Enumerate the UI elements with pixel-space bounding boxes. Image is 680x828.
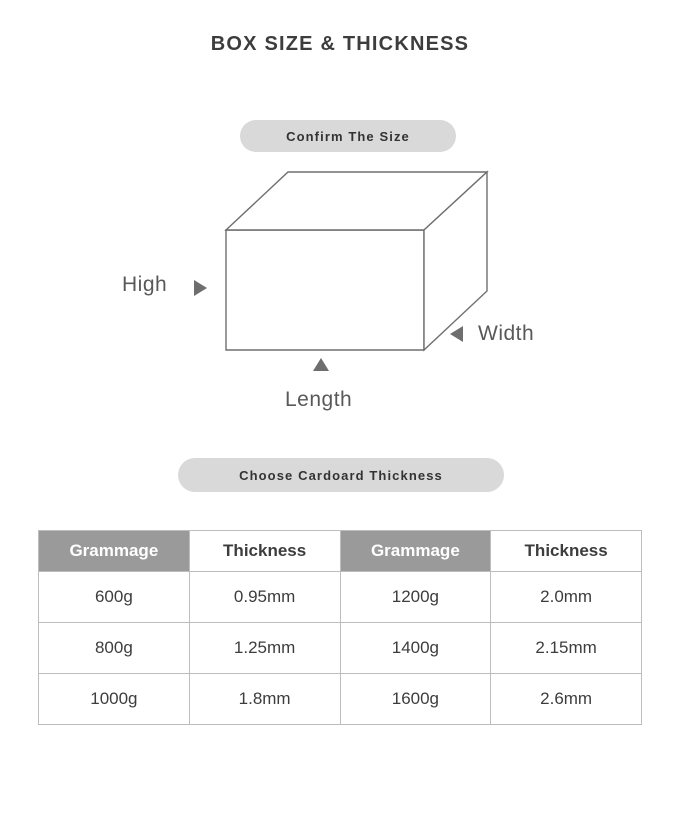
page-title: BOX SIZE & THICKNESS bbox=[210, 33, 470, 55]
triangle-up-icon bbox=[313, 358, 329, 371]
cell-thickness: 2.6mm bbox=[491, 674, 642, 725]
label-width: Width bbox=[478, 322, 535, 345]
cell-thickness: 1.25mm bbox=[189, 623, 340, 674]
cell-grammage: 600g bbox=[39, 572, 190, 623]
label-high: High bbox=[122, 273, 168, 296]
cell-thickness: 0.95mm bbox=[189, 572, 340, 623]
table-header-thickness-2: Thickness bbox=[491, 531, 642, 572]
cell-thickness: 2.0mm bbox=[491, 572, 642, 623]
table-header-thickness-1: Thickness bbox=[189, 531, 340, 572]
cell-grammage: 800g bbox=[39, 623, 190, 674]
triangle-left-icon bbox=[450, 326, 463, 342]
thickness-table-wrapper bbox=[38, 530, 642, 725]
table-header-grammage-2: Grammage bbox=[340, 531, 491, 572]
badge-choose-thickness: Choose Cardoard Thickness bbox=[178, 458, 504, 492]
label-length: Length bbox=[285, 388, 353, 411]
cell-grammage: 1200g bbox=[340, 572, 491, 623]
cell-grammage: 1400g bbox=[340, 623, 491, 674]
cell-grammage: 1000g bbox=[39, 674, 190, 725]
cell-thickness: 2.15mm bbox=[491, 623, 642, 674]
cell-thickness: 1.8mm bbox=[189, 674, 340, 725]
cell-grammage: 1600g bbox=[340, 674, 491, 725]
badge-confirm-size: Confirm The Size bbox=[240, 120, 456, 152]
thickness-table bbox=[38, 530, 642, 725]
table-header-grammage-1: Grammage bbox=[39, 531, 190, 572]
triangle-right-icon bbox=[194, 280, 207, 296]
table-row bbox=[39, 623, 642, 674]
table-row bbox=[39, 572, 642, 623]
table-header-row bbox=[39, 531, 642, 572]
table-row bbox=[39, 674, 642, 725]
